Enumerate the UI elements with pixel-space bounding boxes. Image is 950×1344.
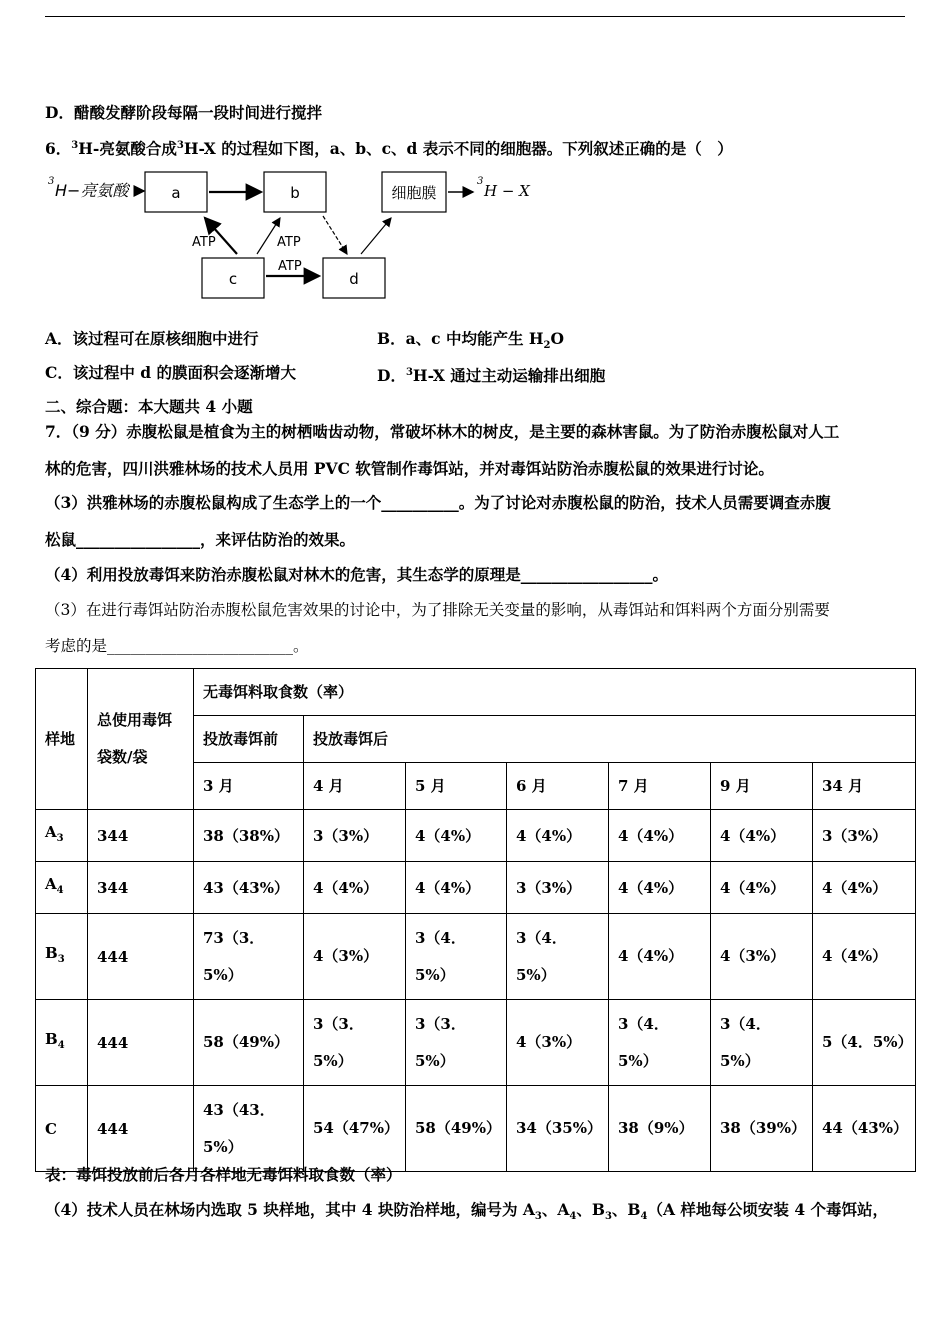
- total-cell: 444: [88, 1086, 194, 1172]
- leucine-label: H−亮氨酸: [55, 181, 129, 200]
- table-row: [36, 810, 916, 862]
- value-cell: 73（3．5%）: [194, 914, 304, 1000]
- q6-option-d-post: H-X 通过主动运输排出细胞: [412, 366, 606, 386]
- value-cell: 4（3%）: [711, 914, 813, 1000]
- value-cell: 4（4%）: [609, 914, 711, 1000]
- start-sup: 3: [48, 176, 55, 187]
- last-p2: 、A: [541, 1200, 570, 1219]
- month-header: 34 月: [813, 763, 916, 810]
- data-table: [35, 668, 916, 1172]
- month-header: 4 月: [304, 763, 406, 810]
- q6-mid: H-X 的过程如下图，a、b、c、d 表示不同的细胞器。下列叙述正确的是（ ）: [183, 139, 733, 159]
- value-cell: 3（3．5%）: [406, 1000, 507, 1086]
- q6-pre: H-亮氨酸合成: [78, 139, 177, 159]
- atp-label-1: ATP: [192, 235, 216, 250]
- value-cell: 4（4%）: [609, 810, 711, 862]
- value-cell: 3（3%）: [813, 810, 916, 862]
- header-total-bags: 总使用毒饵袋数/袋: [88, 669, 194, 810]
- last-p3: 、B: [576, 1200, 605, 1219]
- header-site: 样地: [36, 669, 88, 810]
- q7-line-7: 考虑的是________________________。: [45, 637, 309, 655]
- value-cell: 4（4%）: [711, 810, 813, 862]
- atp-label-2: ATP: [277, 235, 301, 250]
- table-row: [36, 914, 916, 1000]
- value-cell: 38（38%）: [194, 810, 304, 862]
- last-s1: 3: [534, 1211, 542, 1223]
- arrow-d-membrane: [361, 218, 391, 254]
- last-p1: （4）技术人员在林场内选取 5 块样地，其中 4 块防治样地，编号为 A: [45, 1200, 535, 1219]
- table-row: [36, 1000, 916, 1086]
- value-cell: 34（35%）: [507, 1086, 609, 1172]
- box-membrane-label: 细胞膜: [391, 184, 437, 202]
- value-cell: 3（3%）: [507, 862, 609, 914]
- site-sub: 4: [57, 1040, 65, 1051]
- last-s4: 4: [640, 1211, 648, 1223]
- site-base: A: [45, 875, 57, 893]
- header-group: 无毒饵料取食数（率）: [194, 669, 916, 716]
- month-header: 7 月: [609, 763, 711, 810]
- month-header: 3 月: [194, 763, 304, 810]
- value-cell: 4（3%）: [507, 1000, 609, 1086]
- site-base: B: [45, 1030, 58, 1048]
- q6-option-d: [377, 362, 605, 387]
- q7-line-2: 林的危害，四川洪雅林场的技术人员用 PVC 软管制作毒饵站，并对毒饵站防治赤腹松鼠的效果进行讨论。: [45, 459, 774, 478]
- value-cell: 3（3%）: [304, 810, 406, 862]
- q6-number: 6．: [45, 139, 72, 159]
- site-cell: [36, 1086, 88, 1172]
- q6-option-b-pre: B．a、c 中均能产生 H: [377, 329, 544, 348]
- q7-line-4: 松鼠________________，来评估防治的效果。: [45, 530, 356, 549]
- q6-option-d-sup: 3: [405, 367, 413, 378]
- q6-sup-1: 3: [71, 140, 79, 151]
- site-sub: 4: [56, 885, 64, 896]
- total-cell: 444: [88, 1000, 194, 1086]
- header-before: 投放毒饵前: [194, 716, 304, 763]
- value-cell: 3（4．5%）: [609, 1000, 711, 1086]
- value-cell: 4（4%）: [813, 862, 916, 914]
- value-cell: 4（4%）: [507, 810, 609, 862]
- arrow-b-d: [323, 216, 347, 254]
- site-sub: 3: [56, 833, 64, 844]
- end-sup: 3: [477, 176, 484, 187]
- last-s2: 4: [569, 1211, 577, 1223]
- q6-option-d-pre: D．: [377, 366, 406, 386]
- table-caption: 表：毒饵投放前后各月各样地无毒饵料取食数（率）: [45, 1165, 402, 1184]
- table-row: [36, 862, 916, 914]
- q6-option-a: A．该过程可在原核细胞中进行: [45, 329, 259, 348]
- option-d-previous: D．醋酸发酵阶段每隔一段时间进行搅拌: [45, 103, 322, 122]
- site-cell: [36, 914, 88, 1000]
- value-cell: 3（3．5%）: [304, 1000, 406, 1086]
- value-cell: 44（43%）: [813, 1086, 916, 1172]
- value-cell: 4（4%）: [304, 862, 406, 914]
- total-cell: 344: [88, 810, 194, 862]
- q6-sup-2: 3: [176, 140, 184, 151]
- box-c-label: c: [228, 270, 238, 288]
- question-6-stem: [45, 135, 733, 160]
- last-p5: （A 样地每公顷安装 4 个毒饵站，: [647, 1200, 889, 1219]
- last-p4: 、B: [611, 1200, 641, 1219]
- header-after: 投放毒饵后: [304, 716, 916, 763]
- value-cell: 4（4%）: [406, 810, 507, 862]
- value-cell: 38（39%）: [711, 1086, 813, 1172]
- site-base: B: [45, 944, 58, 962]
- month-header: 6 月: [507, 763, 609, 810]
- value-cell: 3（4．5%）: [711, 1000, 813, 1086]
- site-cell: [36, 1000, 88, 1086]
- total-cell: 344: [88, 862, 194, 914]
- site-cell: [36, 810, 88, 862]
- q7-part-4-line: [45, 1199, 888, 1228]
- month-header: 5 月: [406, 763, 507, 810]
- value-cell: 4（4%）: [406, 862, 507, 914]
- last-s3: 3: [604, 1211, 612, 1223]
- end-label: H − X: [484, 182, 530, 200]
- q7-line-3: （3）洪雅林场的赤腹松鼠构成了生态学上的一个__________。为了讨论对赤腹松鼠的防治，技术人员需要调查赤腹: [45, 493, 831, 512]
- q6-option-b: [377, 328, 564, 357]
- value-cell: 43（43%）: [194, 862, 304, 914]
- q6-option-b-sub: 2: [543, 340, 551, 352]
- box-d-label: d: [349, 270, 359, 288]
- organelle-diagram: [45, 166, 545, 306]
- site-base: C: [45, 1119, 57, 1138]
- atp-label-3: ATP: [278, 259, 302, 274]
- value-cell: 58（49%）: [406, 1086, 507, 1172]
- value-cell: 4（3%）: [304, 914, 406, 1000]
- q7-line-1: 7．（9 分）赤腹松鼠是植食为主的树栖啮齿动物，常破坏林木的树皮，是主要的森林害鼠。为了防治赤腹松鼠对人工: [45, 422, 840, 441]
- value-cell: 3（4．5%）: [507, 914, 609, 1000]
- value-cell: 3（4．5%）: [406, 914, 507, 1000]
- site-cell: [36, 862, 88, 914]
- header-rule: [45, 16, 905, 17]
- value-cell: 58（49%）: [194, 1000, 304, 1086]
- site-sub: 3: [57, 954, 65, 965]
- value-cell: 4（4%）: [711, 862, 813, 914]
- q6-option-b-post: O: [550, 329, 565, 348]
- site-base: A: [45, 823, 57, 841]
- month-header: 9 月: [711, 763, 813, 810]
- section-2-heading: 二、综合题：本大题共 4 小题: [45, 397, 253, 416]
- q7-line-6: （3）在进行毒饵站防治赤腹松鼠危害效果的讨论中，为了排除无关变量的影响，从毒饵站和饵料两个方面分别需要: [45, 601, 830, 619]
- value-cell: 5（4．5%）: [813, 1000, 916, 1086]
- q7-line-5: （4）利用投放毒饵来防治赤腹松鼠对林木的危害，其生态学的原理是_________________。: [45, 565, 669, 584]
- box-a-label: a: [171, 184, 181, 202]
- value-cell: 4（4%）: [813, 914, 916, 1000]
- q6-option-c: C．该过程中 d 的膜面积会逐渐增大: [45, 363, 296, 382]
- value-cell: 43（43．5%）: [194, 1086, 304, 1172]
- table-row: [36, 1086, 916, 1172]
- total-cell: 444: [88, 914, 194, 1000]
- box-b-label: b: [290, 184, 300, 202]
- value-cell: 54（47%）: [304, 1086, 406, 1172]
- value-cell: 4（4%）: [609, 862, 711, 914]
- value-cell: 38（9%）: [609, 1086, 711, 1172]
